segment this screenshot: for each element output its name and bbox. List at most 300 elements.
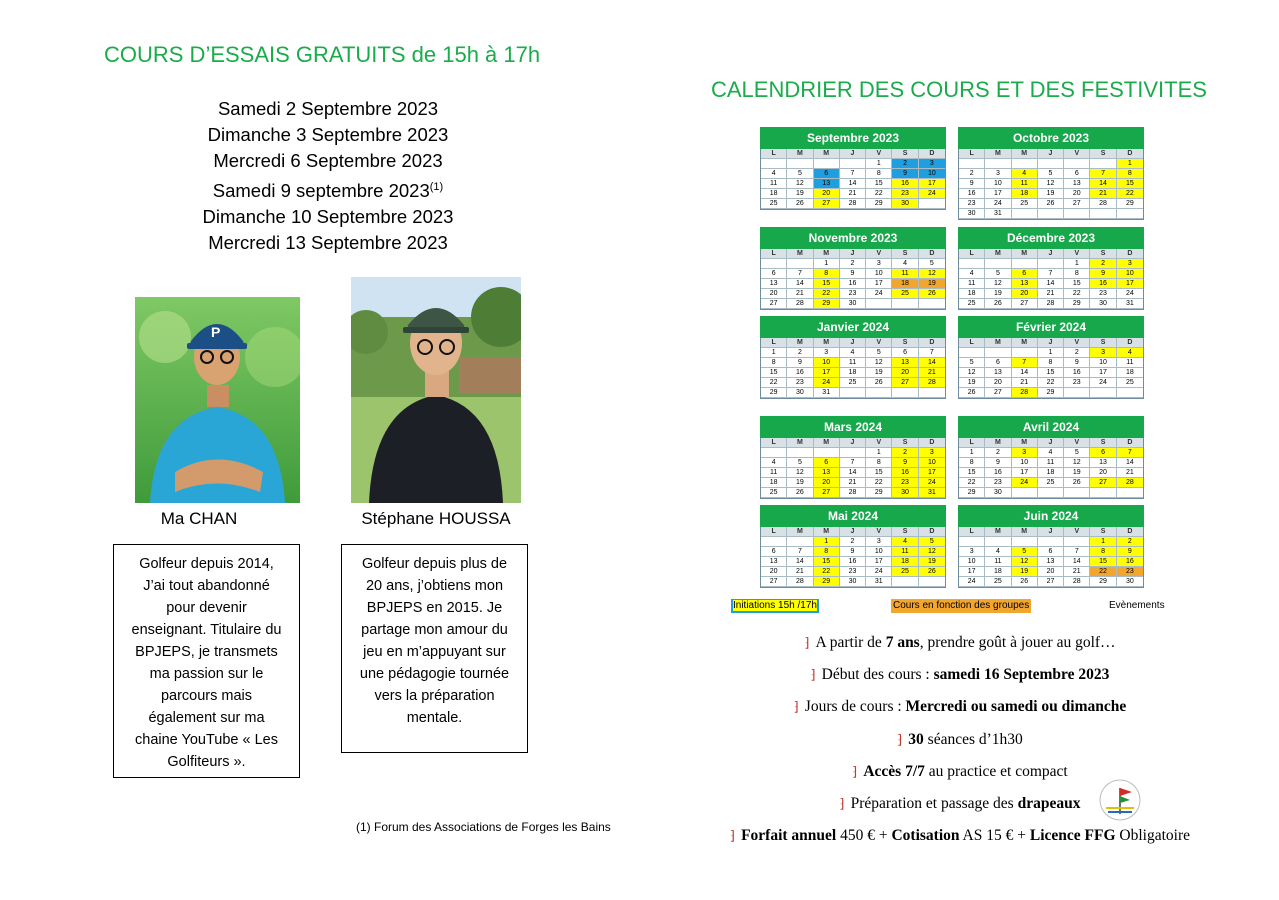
day-cell: 19 xyxy=(1012,567,1038,577)
empty-cell xyxy=(892,577,918,587)
info-text: Obligatoire xyxy=(1115,827,1190,844)
day-cell: 2 xyxy=(1064,348,1090,358)
day-cell: 25 xyxy=(1117,378,1143,388)
weekday-header: L xyxy=(959,438,985,448)
day-cell: 23 xyxy=(1064,378,1090,388)
empty-cell xyxy=(840,159,866,169)
info-text: 30 xyxy=(908,731,924,748)
day-cell: 7 xyxy=(919,348,945,358)
day-cell: 4 xyxy=(985,547,1011,557)
day-cell: 27 xyxy=(1064,199,1090,209)
empty-cell xyxy=(1064,388,1090,398)
empty-cell xyxy=(1038,259,1064,269)
day-cell: 15 xyxy=(1117,179,1143,189)
day-cell: 3 xyxy=(1090,348,1116,358)
day-cell: 30 xyxy=(1090,299,1116,309)
day-cell: 6 xyxy=(892,348,918,358)
day-cell: 24 xyxy=(866,567,892,577)
day-cell: 9 xyxy=(840,547,866,557)
weekday-header: V xyxy=(866,338,892,348)
empty-cell xyxy=(1012,488,1038,498)
weekday-header: L xyxy=(959,338,985,348)
day-cell: 3 xyxy=(959,547,985,557)
weekday-header: M xyxy=(985,527,1011,537)
info-text: 7 ans xyxy=(885,634,920,651)
weekday-header: S xyxy=(1090,249,1116,259)
trial-date: Samedi 9 septembre 2023$^{(1)}$ xyxy=(212,180,444,202)
trial-date: Mercredi 6 Septembre 2023 xyxy=(213,150,443,171)
day-cell: 11 xyxy=(840,358,866,368)
info-line xyxy=(700,731,1220,749)
empty-cell xyxy=(959,348,985,358)
empty-cell xyxy=(787,448,813,458)
empty-cell xyxy=(1064,209,1090,219)
day-cell: 14 xyxy=(1090,179,1116,189)
calendar-title: CALENDRIER DES COURS ET DES FESTIVITES xyxy=(711,77,1207,102)
day-cell: 24 xyxy=(959,577,985,587)
info-line xyxy=(700,763,1220,781)
empty-cell xyxy=(1012,209,1038,219)
day-cell: 1 xyxy=(959,448,985,458)
day-cell: 24 xyxy=(1090,378,1116,388)
empty-cell xyxy=(919,388,945,398)
coach-bio-box xyxy=(341,544,528,753)
month-grid xyxy=(958,249,1144,310)
day-cell: 21 xyxy=(840,189,866,199)
empty-cell xyxy=(840,388,866,398)
day-cell: 1 xyxy=(761,348,787,358)
day-cell: 29 xyxy=(959,488,985,498)
day-cell: 13 xyxy=(1012,279,1038,289)
day-cell: 12 xyxy=(866,358,892,368)
weekday-header: M xyxy=(787,527,813,537)
day-cell: 18 xyxy=(761,478,787,488)
day-cell: 29 xyxy=(814,577,840,587)
day-cell: 1 xyxy=(1117,159,1143,169)
day-cell: 24 xyxy=(866,289,892,299)
day-cell: 23 xyxy=(787,378,813,388)
weekday-header: L xyxy=(761,338,787,348)
weekday-header: D xyxy=(919,338,945,348)
day-cell: 13 xyxy=(761,279,787,289)
day-cell: 24 xyxy=(919,189,945,199)
empty-cell xyxy=(814,448,840,458)
day-cell: 14 xyxy=(787,557,813,567)
weekday-header: S xyxy=(1090,438,1116,448)
bullet-icon: ⁆ xyxy=(852,764,858,779)
weekday-header: M xyxy=(985,338,1011,348)
weekday-header: M xyxy=(787,149,813,159)
weekday-header: M xyxy=(787,249,813,259)
day-cell: 15 xyxy=(1064,279,1090,289)
weekday-header: D xyxy=(919,438,945,448)
month-calendar xyxy=(760,316,946,399)
day-cell: 7 xyxy=(1012,358,1038,368)
day-cell: 23 xyxy=(892,189,918,199)
weekday-header: J xyxy=(1038,527,1064,537)
day-cell: 28 xyxy=(1012,388,1038,398)
day-cell: 15 xyxy=(761,368,787,378)
empty-cell xyxy=(892,388,918,398)
day-cell: 19 xyxy=(919,557,945,567)
empty-cell xyxy=(1038,488,1064,498)
day-cell: 13 xyxy=(1064,179,1090,189)
day-cell: 30 xyxy=(1117,577,1143,587)
day-cell: 12 xyxy=(787,179,813,189)
day-cell: 25 xyxy=(985,577,1011,587)
bio-line: chaine YouTube « Les xyxy=(135,732,278,748)
day-cell: 13 xyxy=(1038,557,1064,567)
day-cell: 28 xyxy=(840,199,866,209)
month-calendar xyxy=(760,227,946,310)
day-cell: 31 xyxy=(814,388,840,398)
day-cell: 5 xyxy=(985,269,1011,279)
bio-line: enseignant. Titulaire du xyxy=(131,622,282,638)
day-cell: 26 xyxy=(985,299,1011,309)
day-cell: 2 xyxy=(840,259,866,269)
empty-cell xyxy=(985,348,1011,358)
month-grid xyxy=(760,438,946,499)
day-cell: 24 xyxy=(985,199,1011,209)
bio-line: BPJEPS, je transmets xyxy=(135,644,278,660)
month-calendar xyxy=(760,416,946,499)
empty-cell xyxy=(1038,209,1064,219)
day-cell: 24 xyxy=(919,478,945,488)
day-cell: 8 xyxy=(814,547,840,557)
info-text: Licence FFG xyxy=(1029,827,1116,844)
day-cell: 3 xyxy=(866,259,892,269)
day-cell: 9 xyxy=(1064,358,1090,368)
weekday-header: V xyxy=(1064,438,1090,448)
weekday-header: M xyxy=(814,149,840,159)
day-cell: 20 xyxy=(985,378,1011,388)
day-cell: 1 xyxy=(1090,537,1116,547)
day-cell: 20 xyxy=(761,289,787,299)
day-cell: 30 xyxy=(892,199,918,209)
day-cell: 22 xyxy=(814,567,840,577)
day-cell: 4 xyxy=(959,269,985,279)
day-cell: 5 xyxy=(787,169,813,179)
weekday-header: M xyxy=(814,338,840,348)
empty-cell xyxy=(919,299,945,309)
empty-cell xyxy=(1012,259,1038,269)
day-cell: 26 xyxy=(866,378,892,388)
coach-name: Stéphane HOUSSA xyxy=(361,509,511,528)
day-cell: 26 xyxy=(959,388,985,398)
coach-bio-box xyxy=(113,544,300,778)
day-cell: 21 xyxy=(787,289,813,299)
empty-cell xyxy=(919,199,945,209)
bullet-icon: ⁆ xyxy=(730,828,736,843)
day-cell: 12 xyxy=(1064,458,1090,468)
info-text: séances d’1h30 xyxy=(923,731,1023,748)
weekday-header: S xyxy=(892,249,918,259)
day-cell: 5 xyxy=(1064,448,1090,458)
weekday-header: L xyxy=(959,149,985,159)
weekday-header: V xyxy=(866,149,892,159)
info-line xyxy=(700,666,1220,684)
day-cell: 23 xyxy=(840,567,866,577)
info-line xyxy=(700,698,1220,716)
day-cell: 8 xyxy=(761,358,787,368)
empty-cell xyxy=(1064,159,1090,169)
day-cell: 3 xyxy=(814,348,840,358)
weekday-header: M xyxy=(1012,249,1038,259)
day-cell: 16 xyxy=(1064,368,1090,378)
day-cell: 6 xyxy=(1012,269,1038,279)
day-cell: 15 xyxy=(959,468,985,478)
day-cell: 30 xyxy=(840,299,866,309)
day-cell: 3 xyxy=(1117,259,1143,269)
day-cell: 2 xyxy=(959,169,985,179)
day-cell: 21 xyxy=(1038,289,1064,299)
weekday-header: L xyxy=(761,249,787,259)
month-grid xyxy=(958,149,1144,220)
day-cell: 3 xyxy=(985,169,1011,179)
legend-label: Cours en fonction des groupes xyxy=(893,600,1030,611)
month-title: Février 2024 xyxy=(958,316,1144,338)
day-cell: 14 xyxy=(1064,557,1090,567)
day-cell: 6 xyxy=(1090,448,1116,458)
day-cell: 15 xyxy=(814,557,840,567)
trial-dates-list xyxy=(150,96,506,256)
day-cell: 10 xyxy=(866,269,892,279)
month-grid xyxy=(760,249,946,310)
day-cell: 11 xyxy=(1012,179,1038,189)
legend-label: Initiations 15h /17h xyxy=(733,600,817,611)
day-cell: 1 xyxy=(1038,348,1064,358)
svg-text:P: P xyxy=(211,324,221,340)
day-cell: 14 xyxy=(787,279,813,289)
weekday-header: L xyxy=(761,527,787,537)
empty-cell xyxy=(787,159,813,169)
day-cell: 10 xyxy=(959,557,985,567)
day-cell: 18 xyxy=(1117,368,1143,378)
day-cell: 26 xyxy=(1012,577,1038,587)
bio-line: une pédagogie tournée xyxy=(359,666,510,682)
empty-cell xyxy=(761,159,787,169)
day-cell: 18 xyxy=(761,189,787,199)
day-cell: 7 xyxy=(1064,547,1090,557)
bio-line: Golfeur depuis plus de xyxy=(361,556,508,572)
day-cell: 2 xyxy=(892,448,918,458)
month-grid xyxy=(958,338,1144,399)
month-calendar xyxy=(958,416,1144,499)
day-cell: 6 xyxy=(814,169,840,179)
day-cell: 21 xyxy=(1117,468,1143,478)
day-cell: 11 xyxy=(892,269,918,279)
day-cell: 29 xyxy=(866,488,892,498)
day-cell: 1 xyxy=(866,448,892,458)
empty-cell xyxy=(1090,159,1116,169)
day-cell: 12 xyxy=(1038,179,1064,189)
day-cell: 25 xyxy=(761,488,787,498)
info-text: , prendre goût à jouer au golf… xyxy=(919,634,1116,651)
day-cell: 19 xyxy=(787,189,813,199)
month-grid xyxy=(958,438,1144,499)
weekday-header: J xyxy=(1038,438,1064,448)
day-cell: 15 xyxy=(1090,557,1116,567)
day-cell: 30 xyxy=(985,488,1011,498)
day-cell: 28 xyxy=(1090,199,1116,209)
day-cell: 6 xyxy=(985,358,1011,368)
day-cell: 27 xyxy=(761,577,787,587)
day-cell: 16 xyxy=(787,368,813,378)
month-title: Octobre 2023 xyxy=(958,127,1144,149)
day-cell: 17 xyxy=(985,189,1011,199)
day-cell: 26 xyxy=(787,199,813,209)
day-cell: 26 xyxy=(787,488,813,498)
month-grid xyxy=(760,527,946,588)
day-cell: 6 xyxy=(1038,547,1064,557)
weekday-header: V xyxy=(1064,149,1090,159)
empty-cell xyxy=(1090,388,1116,398)
day-cell: 1 xyxy=(866,159,892,169)
month-grid xyxy=(760,338,946,399)
day-cell: 10 xyxy=(1117,269,1143,279)
bio-line: parcours mais xyxy=(160,688,253,704)
trial-courses-title: COURS D’ESSAIS GRATUITS de 15h à 17h xyxy=(104,42,541,67)
day-cell: 7 xyxy=(1090,169,1116,179)
bio-line: Golfeur depuis 2014, xyxy=(139,556,274,572)
bio-line: ma passion sur le xyxy=(149,666,264,682)
empty-cell xyxy=(959,259,985,269)
day-cell: 5 xyxy=(919,259,945,269)
info-text: AS 15 € + xyxy=(959,827,1030,844)
day-cell: 31 xyxy=(1117,299,1143,309)
day-cell: 23 xyxy=(1090,289,1116,299)
day-cell: 20 xyxy=(1038,567,1064,577)
info-line xyxy=(680,827,1240,845)
day-cell: 5 xyxy=(1038,169,1064,179)
month-calendar xyxy=(958,127,1144,220)
day-cell: 11 xyxy=(892,547,918,557)
empty-cell xyxy=(985,259,1011,269)
day-cell: 2 xyxy=(787,348,813,358)
day-cell: 24 xyxy=(1012,478,1038,488)
day-cell: 17 xyxy=(1090,368,1116,378)
day-cell: 22 xyxy=(1117,189,1143,199)
empty-cell xyxy=(787,537,813,547)
month-title: Novembre 2023 xyxy=(760,227,946,249)
day-cell: 2 xyxy=(1117,537,1143,547)
day-cell: 22 xyxy=(761,378,787,388)
day-cell: 6 xyxy=(814,458,840,468)
day-cell: 16 xyxy=(892,179,918,189)
day-cell: 4 xyxy=(761,458,787,468)
day-cell: 28 xyxy=(919,378,945,388)
day-cell: 24 xyxy=(814,378,840,388)
trial-date: Mercredi 13 Septembre 2023 xyxy=(208,232,448,254)
day-cell: 10 xyxy=(1012,458,1038,468)
info-line xyxy=(700,634,1220,652)
weekday-header: D xyxy=(919,249,945,259)
day-cell: 3 xyxy=(919,448,945,458)
day-cell: 4 xyxy=(892,259,918,269)
day-cell: 17 xyxy=(814,368,840,378)
day-cell: 27 xyxy=(985,388,1011,398)
info-text: A partir de xyxy=(815,634,886,651)
day-cell: 20 xyxy=(1012,289,1038,299)
day-cell: 9 xyxy=(892,169,918,179)
day-cell: 21 xyxy=(919,368,945,378)
day-cell: 11 xyxy=(761,179,787,189)
month-grid xyxy=(760,149,946,210)
weekday-header: S xyxy=(1090,527,1116,537)
day-cell: 11 xyxy=(985,557,1011,567)
weekday-header: V xyxy=(866,438,892,448)
day-cell: 29 xyxy=(866,199,892,209)
info-text: Accès 7/7 xyxy=(863,763,925,780)
trial-date: Dimanche 3 Septembre 2023 xyxy=(207,124,449,145)
weekday-header: M xyxy=(985,149,1011,159)
day-cell: 1 xyxy=(1064,259,1090,269)
weekday-header: S xyxy=(1090,149,1116,159)
weekday-header: V xyxy=(866,249,892,259)
day-cell: 18 xyxy=(1038,468,1064,478)
day-cell: 22 xyxy=(1038,378,1064,388)
day-cell: 25 xyxy=(959,299,985,309)
empty-cell xyxy=(761,448,787,458)
day-cell: 28 xyxy=(1064,577,1090,587)
day-cell: 31 xyxy=(985,209,1011,219)
day-cell: 25 xyxy=(892,289,918,299)
trial-date: Samedi 2 Septembre 2023 xyxy=(217,98,439,119)
weekday-header: J xyxy=(840,338,866,348)
weekday-header: V xyxy=(866,527,892,537)
day-cell: 13 xyxy=(761,557,787,567)
day-cell: 7 xyxy=(840,458,866,468)
day-cell: 13 xyxy=(814,179,840,189)
bullet-icon: ⁆ xyxy=(810,667,816,682)
weekday-header: L xyxy=(959,249,985,259)
day-cell: 8 xyxy=(1038,358,1064,368)
weekday-header: M xyxy=(1012,149,1038,159)
day-cell: 15 xyxy=(866,179,892,189)
weekday-header: M xyxy=(787,438,813,448)
day-cell: 10 xyxy=(866,547,892,557)
day-cell: 17 xyxy=(919,179,945,189)
day-cell: 14 xyxy=(919,358,945,368)
day-cell: 12 xyxy=(919,547,945,557)
day-cell: 23 xyxy=(1117,567,1143,577)
info-text: Préparation et passage des xyxy=(850,795,1018,812)
day-cell: 22 xyxy=(814,289,840,299)
info-text: Forfait annuel xyxy=(741,827,837,844)
day-cell: 13 xyxy=(985,368,1011,378)
bullet-icon: ⁆ xyxy=(897,732,903,747)
legend-events xyxy=(1107,599,1167,613)
weekday-header: J xyxy=(840,149,866,159)
day-cell: 4 xyxy=(1038,448,1064,458)
day-cell: 8 xyxy=(866,169,892,179)
legend-label: Evènements xyxy=(1109,600,1165,611)
day-cell: 30 xyxy=(840,577,866,587)
day-cell: 19 xyxy=(787,478,813,488)
info-text: Cotisation xyxy=(891,827,960,844)
day-cell: 18 xyxy=(892,279,918,289)
info-text: samedi 16 Septembre 2023 xyxy=(933,666,1110,683)
day-cell: 10 xyxy=(985,179,1011,189)
day-cell: 22 xyxy=(866,478,892,488)
day-cell: 25 xyxy=(892,567,918,577)
day-cell: 6 xyxy=(1064,169,1090,179)
day-cell: 17 xyxy=(959,567,985,577)
info-text: 450 € + xyxy=(836,827,892,844)
month-title: Mars 2024 xyxy=(760,416,946,438)
weekday-header: V xyxy=(1064,527,1090,537)
day-cell: 2 xyxy=(892,159,918,169)
